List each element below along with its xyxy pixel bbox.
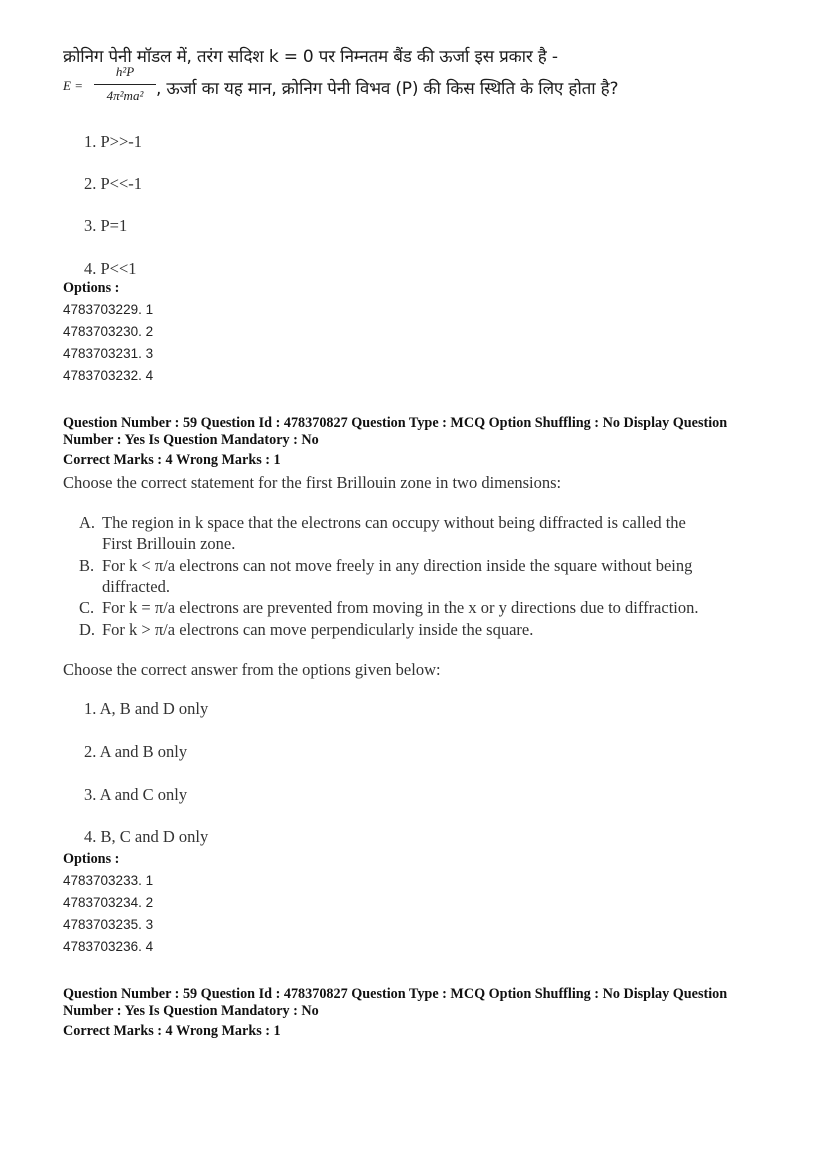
- statement-text-line1: For k = π/a electrons are prevented from moving in the x or y directions due to diffraction.: [102, 598, 699, 617]
- statement-letter: D.: [79, 620, 96, 639]
- q59a-instruction: Choose the correct answer from the options given below:: [63, 660, 441, 679]
- q59a-option-id-4: 4783703236. 4: [63, 939, 154, 954]
- formula-denominator: 4π²ma²: [106, 88, 144, 103]
- q59a-choice-1: 1. A, B and D only: [84, 699, 209, 718]
- statement-letter: A.: [79, 513, 96, 532]
- q59b-meta-line3: Correct Marks : 4 Wrong Marks : 1: [63, 1023, 281, 1039]
- q58-option-id-1: 4783703229. 1: [63, 302, 154, 317]
- q59a-choice-2: 2. A and B only: [84, 742, 188, 761]
- q59a-option-id-1: 4783703233. 1: [63, 873, 154, 888]
- q59b-meta-line1: Question Number : 59 Question Id : 478370827 Question Type : MCQ Option Shuffling : No Display Question: [63, 986, 728, 1002]
- q58-option-id-2: 4783703230. 2: [63, 324, 154, 339]
- q59a-meta-line1: Question Number : 59 Question Id : 478370827 Question Type : MCQ Option Shuffling : No Display Question: [63, 415, 728, 431]
- statement-letter: B.: [79, 556, 95, 575]
- q59a-option-id-3: 4783703235. 3: [63, 917, 154, 932]
- statement-text-line1: The region in k space that the electrons can occupy without being diffracted is called the: [102, 513, 686, 532]
- q58-choice-3: 3. P=1: [84, 216, 128, 235]
- q58-options-label: Options :: [63, 280, 120, 296]
- q58-choice-4: 4. P<<1: [84, 259, 137, 278]
- q59a-stem: Choose the correct statement for the first Brillouin zone in two dimensions:: [63, 473, 562, 492]
- q59a-option-id-2: 4783703234. 2: [63, 895, 154, 910]
- q59a-choice-4: 4. B, C and D only: [84, 827, 209, 846]
- formula-fraction-bar: [94, 84, 156, 85]
- q58-choice-1: 1. P>>-1: [84, 132, 143, 151]
- q59a-options-label: Options :: [63, 851, 120, 867]
- q59b-meta-line2: Number : Yes Is Question Mandatory : No: [63, 1003, 319, 1019]
- formula-numerator: h²P: [115, 64, 135, 79]
- formula-lhs: E =: [63, 78, 83, 93]
- q59a-meta-line2: Number : Yes Is Question Mandatory : No: [63, 432, 319, 448]
- q59a-choice-3: 3. A and C only: [84, 785, 188, 804]
- q58-hindi-line1: क्रोनिग पेनी मॉडल में, तरंग सदिश k = 0 पर निम्नतम बैंड की ऊर्जा इस प्रकार है -: [63, 47, 558, 67]
- q58-option-id-3: 4783703231. 3: [63, 346, 154, 361]
- q58-option-id-4: 4783703232. 4: [63, 368, 154, 383]
- q58-hindi-line2: , ऊर्जा का यह मान, क्रोनिग पेनी विभव (P) की किस स्थिति के लिए होता है?: [156, 79, 619, 99]
- statement-text-line1: For k < π/a electrons can not move freely in any direction inside the square without being: [102, 556, 693, 575]
- statement-text-line2: First Brillouin zone.: [102, 534, 236, 553]
- statement-text-line2: diffracted.: [102, 577, 170, 596]
- q58-choice-2: 2. P<<-1: [84, 174, 143, 193]
- q59a-meta-line3: Correct Marks : 4 Wrong Marks : 1: [63, 452, 281, 468]
- statement-letter: C.: [79, 598, 95, 617]
- statement-text-line1: For k > π/a electrons can move perpendicularly inside the square.: [102, 620, 534, 639]
